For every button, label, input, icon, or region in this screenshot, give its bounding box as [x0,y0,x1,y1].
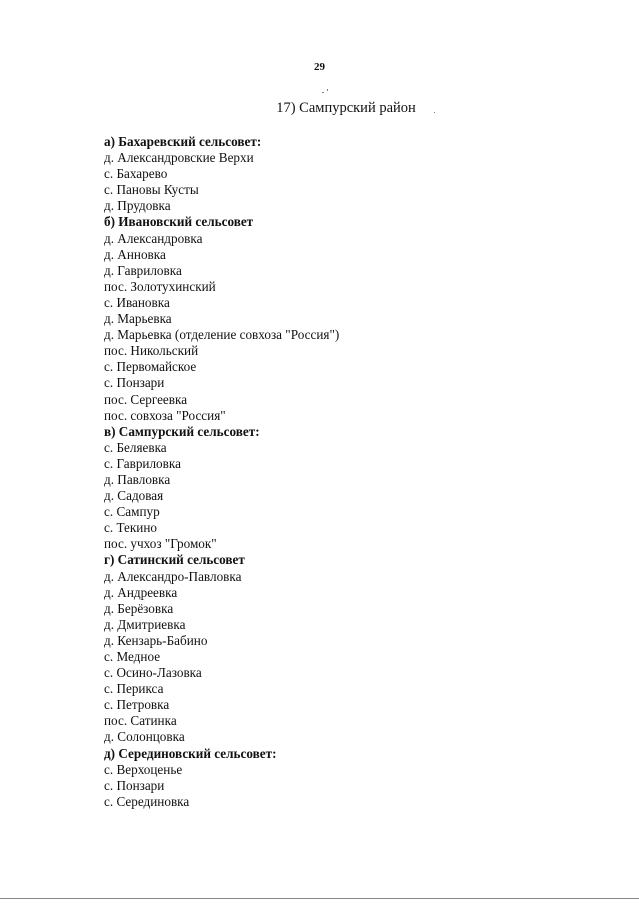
settlement-item: д. Павловка [104,471,171,487]
settlement-item: с. Сампур [104,504,160,520]
selsovet-heading: в) Сампурский сельсовет: [104,423,260,439]
settlement-item: д. Солонцовка [104,729,185,745]
settlement-item: д. Гавриловка [104,262,182,278]
settlement-item: д. Анновка [104,246,166,262]
settlement-item: с. Перикса [104,681,164,697]
scan-speck [322,92,324,93]
selsovet-heading: а) Бахаревский сельсовет: [104,134,262,149]
settlement-item: д. Марьевка (отделение совхоза "Россия") [104,327,340,343]
selsovet-heading: д) Серединовский сельсовет: [104,745,277,761]
settlement-item: с. Беляевка [104,439,167,455]
section-title: 17) Сампурский район [276,100,416,116]
scan-speck [327,89,328,91]
settlement-item: д. Александровские Верхи [104,150,254,166]
settlement-item: д. Александровка [104,230,203,246]
settlement-list [104,134,339,810]
settlement-item: пос. Золотухинский [104,278,216,294]
settlement-item: пос. Сатинка [104,713,177,729]
settlement-item: с. Ивановка [104,294,170,310]
settlement-item: д. Андреевка [104,584,178,600]
settlement-item: с. Медное [104,649,161,664]
settlement-item: с. Текино [104,520,157,536]
selsovet-heading: б) Ивановский сельсовет [104,214,254,230]
settlement-item: с. Серединовка [104,793,190,809]
settlement-item: с. Верхоценье [104,761,183,777]
selsovet-heading: г) Сатинский сельсовет [104,552,245,568]
settlement-item: с. Первомайское [104,359,197,375]
settlement-item: д. Прудовка [104,198,171,214]
settlement-item: с. Бахарево [104,166,168,182]
settlement-item: с. Гавриловка [104,455,181,471]
page-number: 29 [314,61,325,73]
settlement-item: д. Кензарь-Бабино [104,632,208,648]
settlement-item: с. Петровка [104,697,170,713]
settlement-item: д. Дмитриевка [104,616,186,632]
settlement-item: с. Понзари [104,375,165,391]
settlement-item: пос. Сергеевка [104,391,188,407]
settlement-item: пос. Никольский [104,343,199,359]
settlement-item: д. Садовая [104,488,164,504]
settlement-item: пос. совхоза "Россия" [104,407,226,423]
settlement-item: с. Осино-Лазовка [104,665,202,681]
settlement-item: с. Пановы Кусты [104,182,199,198]
settlement-item: д. Александро-Павловка [104,568,242,584]
scan-bottom-rule [0,898,639,899]
settlement-item: д. Марьевка [104,311,172,327]
settlement-item: д. Берёзовка [104,600,174,616]
settlement-item: пос. учхоз "Громок" [104,536,217,552]
settlement-item: с. Понзари [104,777,165,793]
